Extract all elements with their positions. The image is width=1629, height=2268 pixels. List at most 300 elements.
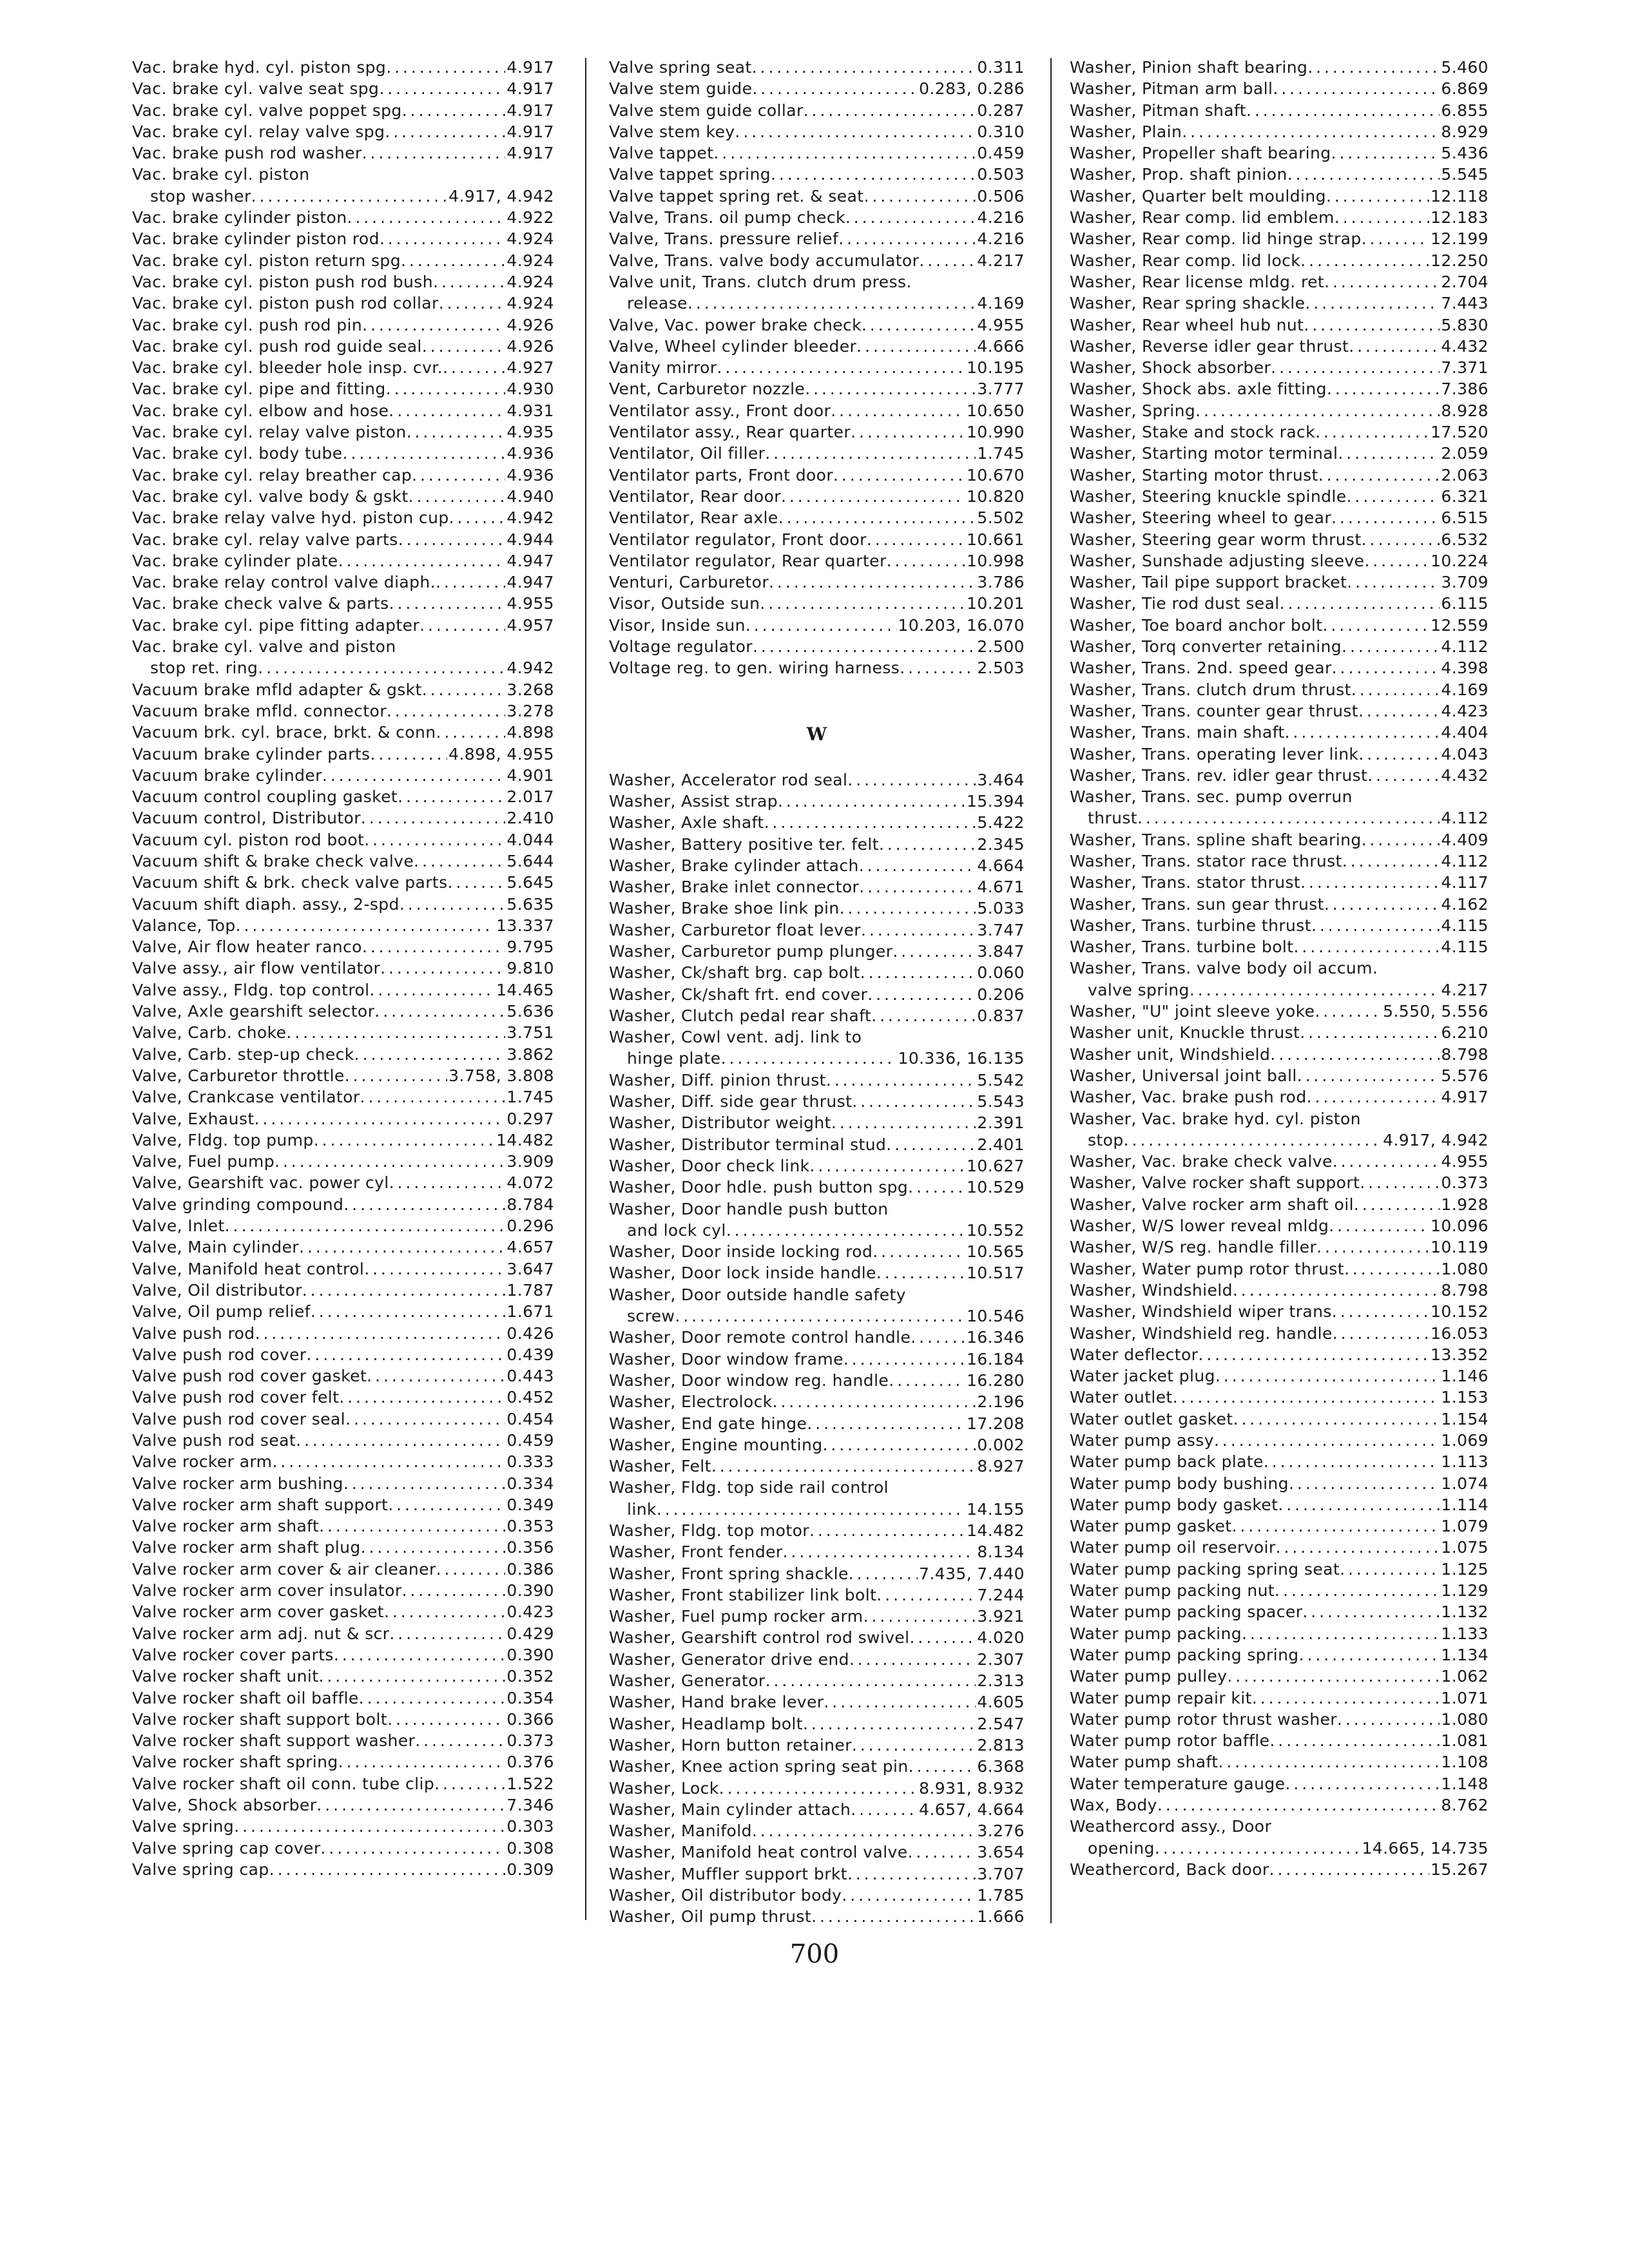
entry-name: Valve spring cap cover (132, 1838, 321, 1858)
entry-reference: 1.080 (1441, 1709, 1489, 1729)
entry-reference: 5.460 (1441, 58, 1489, 77)
dot-leader (1331, 142, 1440, 164)
index-entry (1070, 1344, 1489, 1365)
entry-name: Vacuum brake cylinder parts (132, 744, 371, 764)
dot-leader (1232, 1515, 1440, 1537)
entry-name: Washer, Vac. brake push rod (1070, 1088, 1307, 1107)
index-entry (132, 1580, 554, 1601)
entry-name: Water pump body gasket (1070, 1495, 1278, 1514)
dot-leader (448, 872, 506, 893)
index-entry (132, 1816, 554, 1837)
entry-reference: 10.195 (967, 358, 1025, 378)
index-entry (132, 1065, 554, 1086)
entry-reference: 14.482 (967, 1521, 1025, 1540)
entry-name: Wax, Body (1070, 1796, 1157, 1815)
dot-leader (783, 1541, 976, 1562)
index-entry (609, 1885, 1025, 1906)
index-entry (132, 1473, 554, 1494)
index-entry (609, 1327, 1025, 1348)
dot-leader (384, 1601, 505, 1622)
entry-reference: 0.060 (977, 963, 1025, 983)
index-entry-heading: Washer, Fldg. top side rail control (609, 1478, 889, 1497)
entry-reference: 0.390 (506, 1645, 554, 1664)
index-entry (609, 1220, 1025, 1241)
entry-reference: 4.955 (506, 594, 554, 613)
entry-reference: 1.785 (977, 1886, 1025, 1905)
dot-leader (909, 1756, 976, 1777)
entry-reference: 4.666 (977, 336, 1025, 356)
entry-name: valve spring (1088, 980, 1190, 999)
dot-leader (1367, 765, 1440, 786)
entry-reference: 6.515 (1441, 508, 1489, 528)
dot-leader (272, 1451, 505, 1472)
index-entry (132, 872, 554, 893)
entry-reference: 1.132 (1441, 1602, 1489, 1622)
index-entry (609, 1649, 1025, 1670)
entry-name: Washer, Sunshade adjusting sleeve (1070, 551, 1365, 570)
index-entry (1070, 807, 1489, 829)
entry-name: Valve push rod cover seal (132, 1409, 346, 1428)
entry-name: Washer, Windshield wiper trans (1070, 1302, 1332, 1321)
entry-name: Water pump oil reservoir (1070, 1538, 1276, 1557)
entry-reference: 3.758, 3.808 (448, 1066, 554, 1085)
index-entry (132, 378, 554, 399)
entry-name: Washer, Trans. operating lever link (1070, 744, 1359, 764)
entry-name: Washer, Shock abs. axle fitting (1070, 380, 1327, 399)
index-entry (132, 507, 554, 528)
entry-reference: 10.096 (1431, 1216, 1489, 1236)
dot-leader (1327, 378, 1440, 399)
entry-reference: 1.787 (506, 1280, 554, 1300)
entry-reference: 4.924 (506, 251, 554, 270)
index-entry (609, 1627, 1025, 1648)
dot-leader (361, 1537, 506, 1558)
entry-reference: 5.543 (977, 1092, 1025, 1111)
entry-reference: 0.287 (977, 101, 1025, 120)
dot-leader (1338, 443, 1440, 464)
entry-name: Valve rocker shaft spring (132, 1753, 338, 1772)
entry-reference: 0.837 (977, 1006, 1025, 1025)
entry-reference: 15.267 (1431, 1860, 1489, 1879)
dot-leader (1333, 1151, 1440, 1172)
index-entry (609, 1691, 1025, 1713)
entry-name: Water pump pulley (1070, 1667, 1228, 1686)
index-entry (132, 807, 554, 829)
entry-name: Water pump packing spacer (1070, 1602, 1303, 1622)
dot-leader (269, 1859, 506, 1880)
index-entry (1070, 636, 1489, 657)
dot-leader (851, 1799, 918, 1820)
index-entry (609, 1112, 1025, 1133)
dot-leader (859, 876, 976, 898)
entry-name: Ventilator regulator, Front door (609, 530, 867, 549)
dot-leader (781, 486, 965, 507)
index-entry-heading: Washer, Trans. valve body oil accum. (1070, 959, 1378, 978)
entry-name: Washer, Torq converter retaining (1070, 637, 1342, 657)
dot-leader (361, 807, 506, 829)
index-entry (1070, 1473, 1489, 1494)
dot-leader (872, 1241, 965, 1262)
index-entry (609, 593, 1025, 614)
entry-name: Washer, Brake cylinder attach (609, 856, 859, 875)
entry-reference: 0.439 (506, 1345, 554, 1364)
entry-name: link (627, 1499, 657, 1519)
index-entry (1070, 1301, 1489, 1322)
index-entry (609, 1370, 1025, 1391)
dot-leader (225, 1215, 506, 1236)
index-entry (1070, 1730, 1489, 1751)
entry-reference: 4.926 (506, 315, 554, 334)
dot-leader (860, 962, 976, 983)
entry-name: screw (627, 1307, 675, 1326)
dot-leader (234, 1816, 505, 1837)
index-entry (609, 142, 1025, 164)
dot-leader (1332, 657, 1440, 678)
dot-leader (1198, 1344, 1429, 1365)
dot-leader (364, 829, 505, 850)
entry-name: Washer, Ck/shaft brg. cap bolt (609, 963, 860, 983)
entry-name: Valve push rod (132, 1323, 255, 1343)
entry-name: Water pump repair kit (1070, 1688, 1252, 1707)
entry-reference: 4.917 (506, 58, 554, 77)
dot-leader (876, 1584, 976, 1606)
index-entry (1070, 164, 1489, 185)
entry-name: Valve, Manifold heat control (132, 1259, 365, 1278)
dot-leader (1305, 293, 1440, 314)
index-entry-heading: Washer, Trans. sec. pump overrun (1070, 787, 1353, 807)
entry-reference: 4.432 (1441, 765, 1489, 785)
dot-leader (879, 834, 976, 855)
entry-reference: 7.435, 7.440 (919, 1564, 1025, 1583)
entry-name: Valve, Trans. pressure relief (609, 229, 839, 249)
entry-reference: 3.278 (506, 701, 554, 720)
entry-reference: 5.576 (1441, 1066, 1489, 1085)
dot-leader (675, 1305, 965, 1327)
entry-reference: 4.112 (1441, 637, 1489, 657)
dot-leader (389, 1172, 506, 1193)
index-entry (132, 1408, 554, 1430)
entry-name: Washer, Spring (1070, 401, 1196, 420)
entry-name: Vacuum shift & brk. check valve parts (132, 873, 448, 892)
index-entry (1070, 1644, 1489, 1666)
entry-reference: 4.927 (506, 358, 554, 378)
entry-name: Washer, Propeller shaft bearing (1070, 144, 1331, 163)
entry-name: Washer, Trans. stator thrust (1070, 873, 1301, 892)
index-entry (609, 812, 1025, 833)
entry-reference: 15.394 (967, 791, 1025, 811)
entry-name: Water pump packing spring (1070, 1645, 1299, 1664)
index-entry (132, 936, 554, 957)
index-entry (609, 1584, 1025, 1606)
entry-reference: 0.303 (506, 1817, 554, 1836)
dot-leader (1285, 722, 1440, 743)
dot-leader (311, 1301, 506, 1322)
entry-reference: 4.409 (1441, 830, 1489, 849)
entry-name: Vac. brake cyl. valve poppet spg (132, 101, 402, 120)
index-entry (609, 1841, 1025, 1863)
index-entry (132, 142, 554, 164)
entry-name: Vac. brake cyl. piston push rod collar (132, 294, 439, 313)
entry-name: Vac. brake relay control valve diaph. (132, 573, 436, 592)
entry-reference: 10.650 (967, 401, 1025, 420)
index-entry (1070, 1623, 1489, 1644)
entry-reference: 0.206 (977, 985, 1025, 1004)
entry-reference: 1.153 (1441, 1388, 1489, 1407)
index-entry (609, 1670, 1025, 1691)
dot-leader (1215, 1365, 1440, 1387)
dot-leader (1331, 507, 1440, 528)
index-entry (132, 121, 554, 142)
entry-name: release (627, 294, 688, 313)
index-entry (132, 850, 554, 872)
dot-leader (345, 1065, 447, 1086)
entry-name: Washer, Battery positive ter. felt (609, 834, 879, 854)
index-entry (609, 529, 1025, 550)
entry-name: Valve, Vac. power brake check (609, 315, 862, 334)
entry-name: Water pump assy (1070, 1431, 1214, 1450)
index-entry (1070, 228, 1489, 249)
index-entry (132, 1280, 554, 1301)
entry-reference: 4.917, 4.942 (448, 186, 554, 206)
index-entry (132, 228, 554, 249)
entry-name: Washer, Gearshift control rod swivel (609, 1628, 910, 1648)
entry-name: Vacuum control, Distributor (132, 809, 361, 828)
index-entry (132, 1430, 554, 1451)
entry-name: Valve, Fuel pump (132, 1152, 275, 1171)
entry-reference: 1.062 (1441, 1667, 1489, 1686)
index-entry (609, 615, 1025, 636)
entry-name: Vac. brake relay valve hyd. piston cup (132, 508, 449, 528)
dot-leader (362, 936, 506, 957)
entry-reference: 4.917 (506, 122, 554, 141)
entry-reference: 7.386 (1441, 380, 1489, 399)
entry-reference: 3.909 (506, 1152, 554, 1171)
entry-name: Vacuum cyl. piston rod boot (132, 830, 365, 849)
dot-leader (1275, 1580, 1440, 1601)
entry-name: Washer, Windshield (1070, 1280, 1233, 1300)
dot-leader (388, 1494, 505, 1515)
entry-reference: 1.125 (1441, 1559, 1489, 1579)
entry-reference: 0.376 (506, 1753, 554, 1772)
entry-name: Ventilator, Oil filler (609, 444, 766, 463)
dot-leader (1362, 829, 1440, 850)
entry-reference: 2.391 (977, 1113, 1025, 1133)
entry-name: Valve rocker arm cover insulator (132, 1581, 402, 1600)
entry-name: Washer, Quarter belt moulding (1070, 186, 1326, 206)
index-entry (1070, 679, 1489, 700)
dot-leader (726, 1220, 965, 1241)
entry-reference: 4.917, 4.942 (1383, 1130, 1489, 1149)
index-entry (1070, 1794, 1489, 1816)
entry-name: Washer, Oil distributor body (609, 1886, 842, 1905)
entry-reference: 8.784 (506, 1195, 554, 1214)
entry-reference: 4.898 (506, 723, 554, 742)
entry-name: Valve push rod seat (132, 1431, 296, 1450)
dot-leader (422, 679, 506, 700)
entry-name: Washer, Trans. main shaft (1070, 723, 1285, 742)
entry-name: Washer, Generator (609, 1671, 766, 1691)
index-entry (132, 1644, 554, 1666)
dot-leader (1300, 250, 1429, 271)
entry-name: stop (1088, 1130, 1124, 1149)
entry-name: Valve push rod cover (132, 1345, 307, 1364)
entry-name: Washer, Axle shaft (609, 813, 764, 832)
entry-name: Washer, Knee action spring seat pin (609, 1757, 909, 1776)
entry-name: Washer, Windshield reg. handle (1070, 1323, 1333, 1343)
dot-leader (1329, 1215, 1429, 1236)
entry-reference: 8.929 (1441, 122, 1489, 141)
entry-reference: 0.373 (506, 1731, 554, 1751)
entry-reference: 10.336, 16.135 (898, 1049, 1025, 1068)
entry-name: Water pump rotor baffle (1070, 1731, 1270, 1751)
index-entry (609, 984, 1025, 1005)
entry-reference: 0.353 (506, 1517, 554, 1536)
entry-reference: 5.550, 5.556 (1383, 1002, 1489, 1021)
index-entry (132, 1258, 554, 1280)
dot-leader (908, 1841, 976, 1863)
dot-leader (380, 228, 506, 249)
entry-reference: 0.356 (506, 1538, 554, 1557)
dot-leader (805, 378, 976, 399)
entry-reference: 12.250 (1431, 251, 1489, 270)
entry-reference: 4.605 (977, 1693, 1025, 1712)
entry-reference: 1.134 (1441, 1645, 1489, 1664)
entry-name: Water outlet gasket (1070, 1409, 1233, 1428)
index-entry (132, 293, 554, 314)
entry-name: Vanity mirror (609, 358, 717, 378)
entry-name: stop ret. ring (150, 658, 258, 678)
entry-name: Washer, Rear comp. lid emblem (1070, 208, 1335, 227)
dot-leader (1302, 1601, 1440, 1622)
dot-leader (1360, 1172, 1440, 1193)
entry-reference: 14.482 (496, 1130, 554, 1149)
entry-reference: 2.503 (977, 658, 1025, 678)
entry-reference: 8.798 (1441, 1044, 1489, 1064)
index-entry (609, 1541, 1025, 1562)
dot-leader (236, 915, 496, 936)
entry-reference: 10.627 (967, 1156, 1025, 1175)
entry-reference: 4.947 (506, 551, 554, 570)
entry-reference: 10.565 (967, 1242, 1025, 1262)
entry-reference: 3.786 (977, 573, 1025, 592)
entry-reference: 0.429 (506, 1624, 554, 1643)
index-entry (609, 1520, 1025, 1541)
entry-reference: 5.645 (506, 873, 554, 892)
index-entry (132, 1623, 554, 1644)
index-entry (1070, 1065, 1489, 1086)
entry-name: Valve tappet spring (609, 165, 771, 184)
entry-name: Washer, Fuel pump rocker arm (609, 1607, 863, 1626)
entry-reference: 4.020 (977, 1628, 1025, 1648)
entry-name: Valve tappet spring ret. & seat (609, 186, 864, 206)
index-entry (1070, 207, 1489, 228)
entry-reference: 0.002 (977, 1435, 1025, 1454)
dot-leader (386, 378, 506, 399)
entry-name: Valve, Crankcase ventilator (132, 1088, 360, 1107)
entry-reference: 1.671 (506, 1302, 554, 1321)
index-entry (132, 1709, 554, 1730)
entry-name: Vac. brake cyl. piston push rod bush (132, 272, 433, 291)
dot-leader (414, 850, 505, 872)
entry-name: Washer, Front spring shackle (609, 1564, 849, 1583)
index-column-1 (132, 57, 554, 1880)
dot-leader (322, 765, 506, 786)
dot-leader (367, 1365, 505, 1387)
entry-reference: 10.517 (967, 1264, 1025, 1283)
entry-name: Vac. brake cyl. push rod guide seal (132, 336, 422, 356)
entry-reference: 10.670 (967, 465, 1025, 485)
dot-leader (876, 1262, 965, 1283)
entry-name: Ventilator assy., Rear quarter (609, 423, 851, 442)
dot-leader (1271, 357, 1440, 378)
index-entry (1070, 100, 1489, 121)
entry-name: Washer, Vac. brake check valve (1070, 1152, 1333, 1171)
index-entry (132, 1194, 554, 1215)
dot-leader (1124, 1129, 1382, 1151)
dot-leader (379, 78, 505, 99)
dot-leader (343, 1194, 505, 1215)
index-entry (132, 1451, 554, 1472)
index-entry (1070, 1408, 1489, 1430)
index-entry (1070, 1236, 1489, 1258)
dot-leader (299, 1236, 505, 1258)
entry-name: Washer, Water pump rotor thrust (1070, 1259, 1344, 1278)
entry-reference: 4.931 (506, 401, 554, 420)
dot-leader (1293, 936, 1440, 957)
entry-name: Valve rocker arm shaft plug (132, 1538, 361, 1557)
index-entry (1070, 765, 1489, 786)
dot-leader (385, 121, 505, 142)
dot-leader (1289, 1473, 1440, 1494)
index-entry (1070, 1172, 1489, 1193)
entry-name: Vacuum brk. cyl. brace, brkt. & conn (132, 723, 436, 742)
index-entry (609, 250, 1025, 271)
entry-reference: 4.657, 4.664 (919, 1800, 1025, 1819)
index-entry (1070, 700, 1489, 722)
dot-leader (370, 979, 496, 1001)
entry-name: Vac. brake cyl. pipe and fitting (132, 380, 386, 399)
entry-name: Washer, Ck/shaft frt. end cover (609, 985, 868, 1004)
entry-name: Water pump packing (1070, 1624, 1242, 1643)
entry-reference: 9.795 (506, 937, 554, 957)
entry-reference: 1.129 (1441, 1581, 1489, 1600)
index-entry (609, 443, 1025, 464)
dot-leader (389, 1623, 505, 1644)
entry-name: Washer, Tie rod dust seal (1070, 594, 1280, 613)
entry-name: opening (1088, 1838, 1155, 1858)
index-entry (1070, 1838, 1489, 1859)
entry-name: Water pump rotor thrust washer (1070, 1709, 1337, 1729)
entry-reference: 0.386 (506, 1559, 554, 1579)
entry-reference: 4.955 (977, 315, 1025, 334)
dot-leader (398, 786, 505, 807)
index-entry (1070, 1494, 1489, 1515)
index-entry (132, 765, 554, 786)
index-entry (609, 1305, 1025, 1327)
entry-reference: 0.426 (506, 1323, 554, 1343)
dot-leader (296, 1430, 505, 1451)
entry-name: Washer, Door remote control handle (609, 1328, 911, 1347)
dot-leader (847, 1863, 976, 1885)
dot-leader (1347, 486, 1440, 507)
entry-name: Washer, Trans. rev. idler gear thrust (1070, 765, 1368, 785)
index-entry (132, 443, 554, 464)
index-entry (132, 593, 554, 614)
index-entry (132, 78, 554, 99)
entry-name: Washer, Manifold (609, 1821, 752, 1841)
index-entry (609, 314, 1025, 336)
index-entry (1070, 57, 1489, 78)
